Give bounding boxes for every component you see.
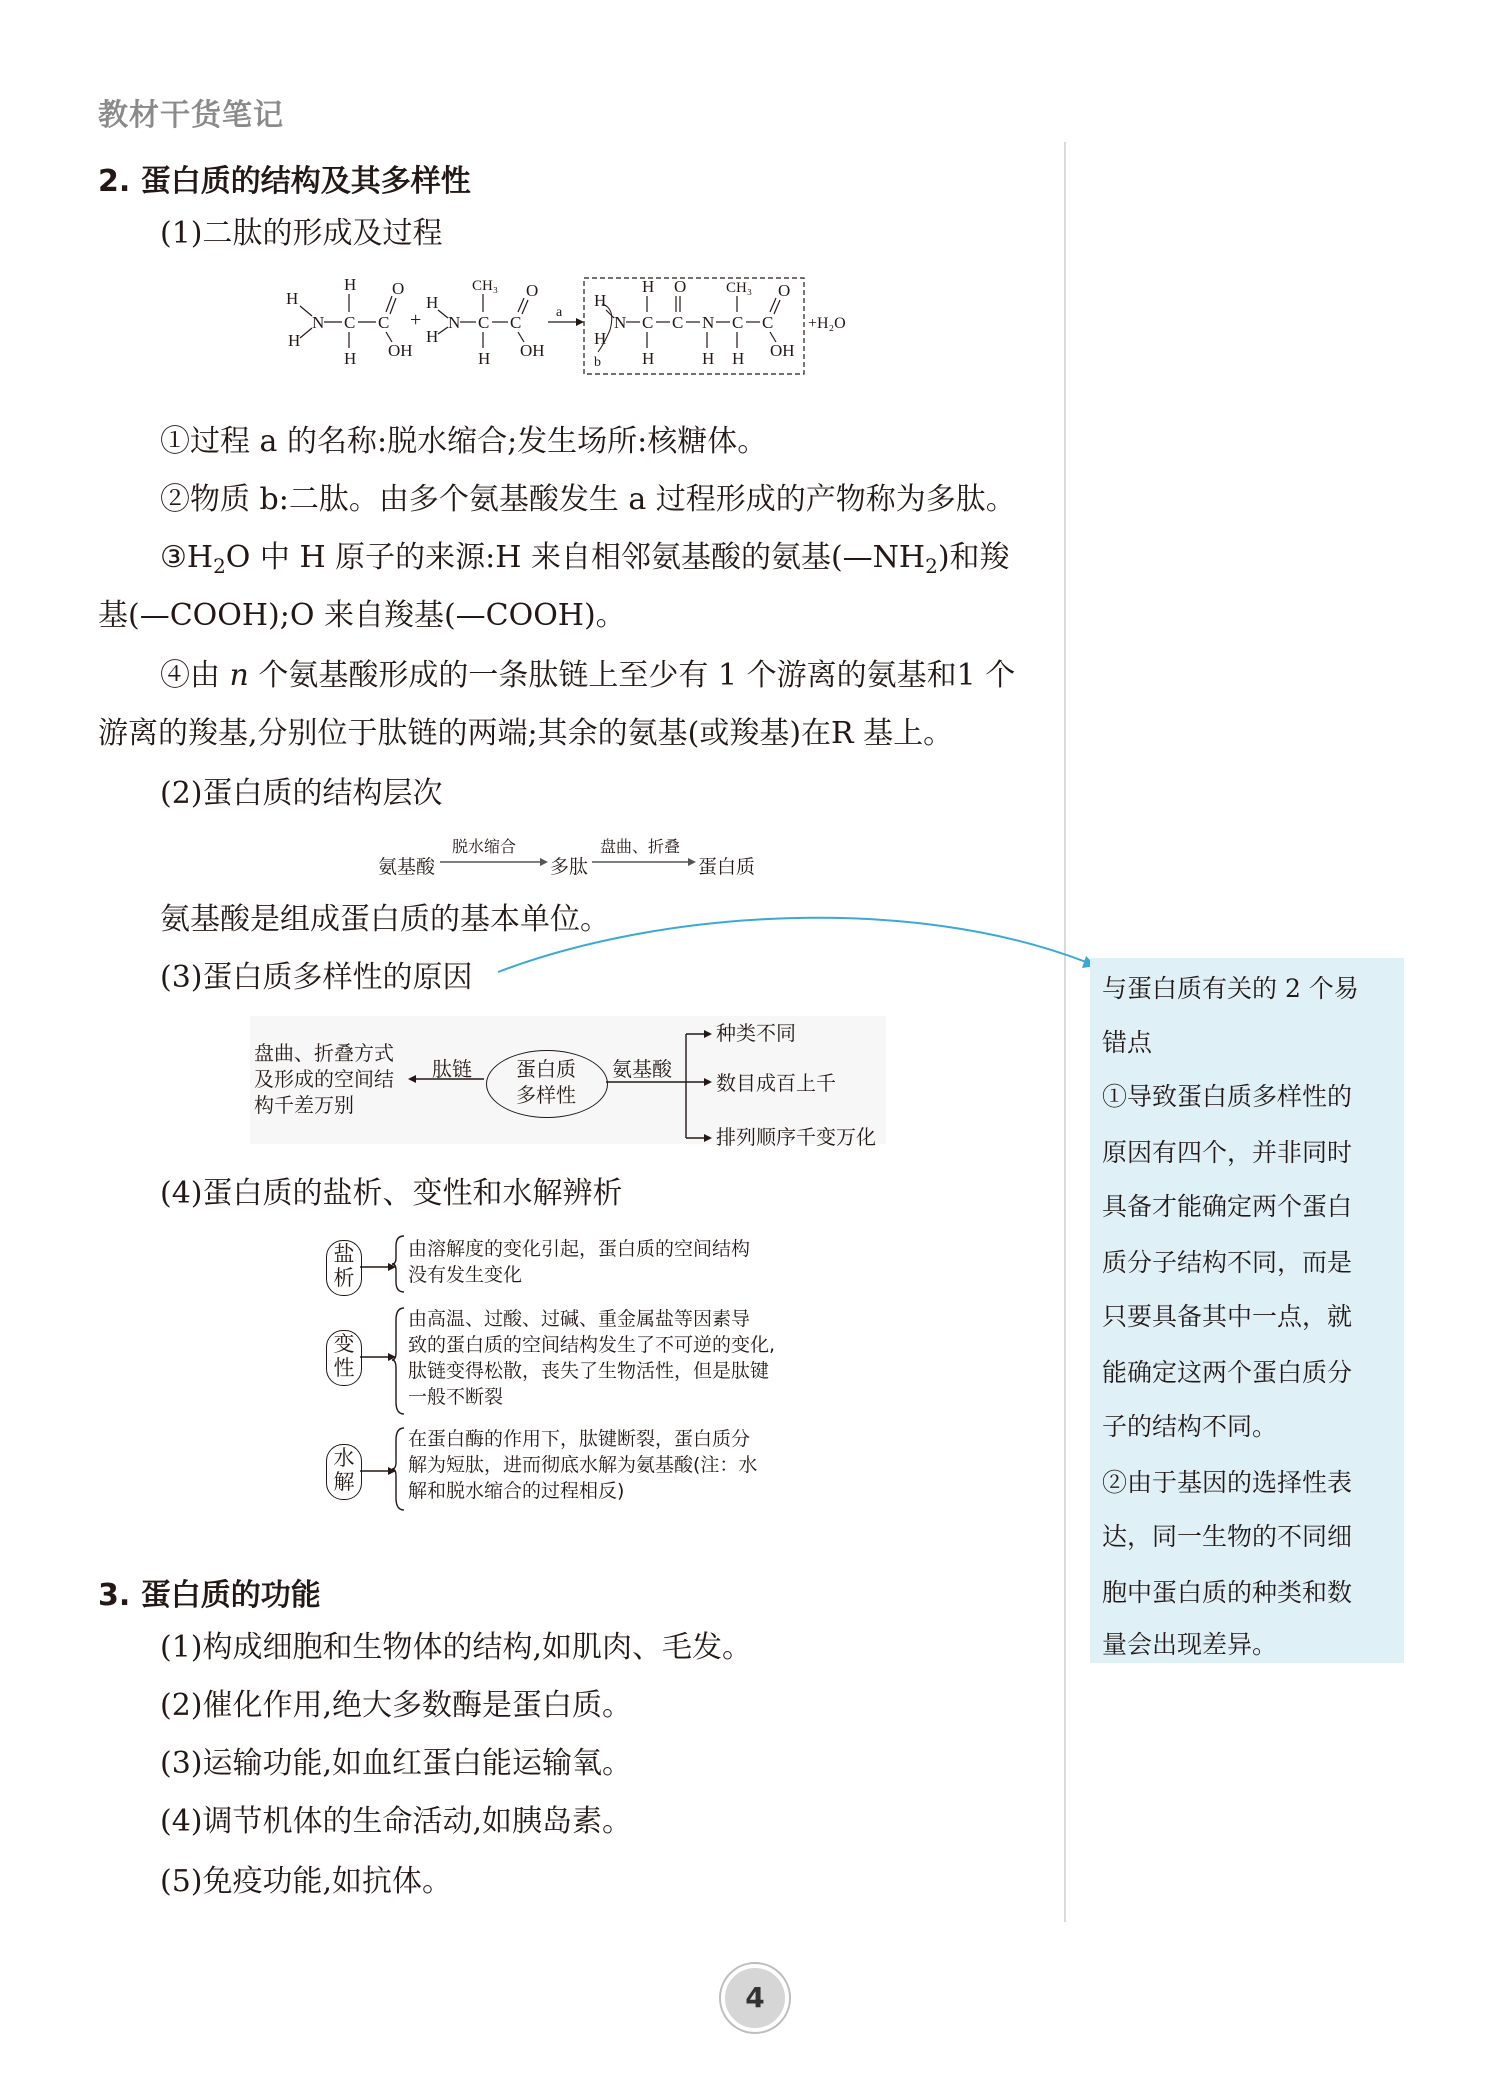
paragraph-h2o-source: $③H_2O$ 中 H 原子的来源:H 来自相邻氨基酸的氨基$(—NH_2)$和羧 <box>160 540 1010 578</box>
cause-order: 排列顺序千变万化 <box>716 1125 876 1149</box>
sidebar-line: ②由于基因的选择性表 <box>1102 1468 1353 1497</box>
sidebar-line: 具备才能确定两个蛋白 <box>1102 1192 1353 1221</box>
h-atom: H <box>288 331 301 350</box>
sidebar-line: 量会出现差异。 <box>1102 1630 1278 1659</box>
subheading-structure-levels: (2)蛋白质的结构层次 <box>160 776 443 811</box>
section-2-number: 2. <box>98 164 131 199</box>
h-atom: H <box>594 291 607 310</box>
oh-group: OH <box>520 341 545 360</box>
sidebar-line: 能确定这两个蛋白质分 <box>1102 1358 1353 1387</box>
paragraph-peptide-chain: ④由 n 个氨基酸形成的一条肽链上至少有 1 个游离的氨基和1 个 <box>160 658 1016 693</box>
sidebar-line: 胞中蛋白质的种类和数 <box>1102 1578 1353 1607</box>
c-atom: C <box>510 313 522 332</box>
arrow-salting-out <box>360 1260 396 1274</box>
h-atom: H <box>702 349 715 368</box>
ch3-group: CH₃ <box>472 278 499 294</box>
o-atom: O <box>392 279 405 298</box>
cause-kind: 种类不同 <box>716 1021 796 1045</box>
h-atom: H <box>344 275 357 294</box>
text-hydrolysis: 在蛋白酶的作用下，肽键断裂，蛋白质分 解为短肽，进而彻底水解为氨基酸(注：水 解和脱水缩合的过程相反) <box>408 1428 758 1502</box>
oh-group: OH <box>388 341 413 360</box>
n-atom: N <box>614 313 627 332</box>
flow-arrow-1 <box>440 856 548 868</box>
function-item: (3)运输功能,如血红蛋白能运输氧。 <box>160 1746 633 1781</box>
h-atom: H <box>478 349 491 368</box>
page-number: 4 <box>721 1964 789 2032</box>
n-atom: N <box>448 313 461 332</box>
flow-label-dehydration: 脱水缩合 <box>452 837 517 856</box>
diversity-center-label: 蛋白质 多样性 <box>516 1057 576 1107</box>
sidebar-line: 达，同一生物的不同细 <box>1102 1522 1353 1551</box>
amino-acid-1 <box>286 275 413 368</box>
section-2-title: 蛋白质的结构及其多样性 <box>140 164 471 199</box>
function-item: (4)调节机体的生命活动,如胰岛素。 <box>160 1804 633 1839</box>
ch3-group: CH₃ <box>726 280 753 296</box>
subheading-diversity-cause: (3)蛋白质多样性的原因 <box>160 960 473 995</box>
column-divider <box>1064 142 1066 1922</box>
c-atom: C <box>642 313 654 332</box>
o-atom: O <box>778 281 791 300</box>
paragraph-h2o-source-line2: 基(—COOH);O 来自羧基(—COOH)。 <box>98 598 626 633</box>
brace-hydrolysis <box>392 1426 406 1512</box>
h-atom: H <box>426 327 439 346</box>
flow-polypeptide: 多肽 <box>550 856 589 878</box>
h-atom: H <box>286 289 299 308</box>
o-atom: O <box>526 281 539 300</box>
label-amino-acid: 氨基酸 <box>612 1057 672 1081</box>
function-item: (5)免疫功能,如抗体。 <box>160 1864 453 1899</box>
c-atom: C <box>344 313 356 332</box>
b-label: b <box>594 355 601 370</box>
function-item: (1)构成细胞和生物体的结构,如肌肉、毛发。 <box>160 1630 753 1665</box>
paragraph-substance-b: ②物质 b:二肽。由多个氨基酸发生 a 过程形成的产物称为多肽。 <box>160 482 1016 517</box>
n-atom: N <box>312 313 325 332</box>
plus-sign: + <box>410 309 422 331</box>
h-atom: H <box>426 293 439 312</box>
arrow-amino-acid-branches <box>606 1024 716 1144</box>
label-salting-out-text: 盐 析 <box>333 1242 355 1290</box>
h-atom: H <box>594 329 607 348</box>
text-salting-out: 由溶解度的变化引起，蛋白质的空间结构 没有发生变化 <box>408 1238 751 1286</box>
sidebar-line: ①导致蛋白质多样性的 <box>1102 1082 1353 1111</box>
sidebar-line: 质分子结构不同，而是 <box>1102 1248 1353 1277</box>
subheading-dipeptide: (1)二肽的形成及过程 <box>160 216 443 251</box>
sidebar-line: 子的结构不同。 <box>1102 1412 1278 1441</box>
brace-salting-out <box>392 1234 406 1294</box>
c-atom: C <box>762 313 774 332</box>
callout-connector-arrow <box>490 900 1100 980</box>
cause-number: 数目成百上千 <box>716 1071 836 1095</box>
section-3-title: 蛋白质的功能 <box>140 1578 321 1613</box>
amino-acid-2 <box>426 278 545 368</box>
sidebar-line: 原因有四个，并非同时 <box>1102 1138 1353 1167</box>
label-hydrolysis-text: 水 解 <box>333 1446 355 1494</box>
sidebar-line: 错点 <box>1102 1028 1153 1057</box>
text-denaturation: 由高温、过酸、过碱、重金属盐等因素导 致的蛋白质的空间结构发生了不可逆的变化, 肽链变得松散，丧失了生物活性，但是肽键 一般不断裂 <box>408 1308 776 1408</box>
h-atom: H <box>642 277 655 296</box>
paragraph-peptide-chain-line2: 游离的羧基,分别位于肽链的两端;其余的氨基(或羧基)在R 基上。 <box>98 716 954 751</box>
arrow-denaturation <box>360 1350 396 1364</box>
dipeptide-product <box>594 277 795 370</box>
label-peptide-chain: 肽链 <box>432 1057 472 1081</box>
flow-amino-acid: 氨基酸 <box>378 856 436 878</box>
dipeptide-formula <box>280 272 880 384</box>
h-atom: H <box>732 349 745 368</box>
c-atom: C <box>672 313 684 332</box>
diversity-result-text: 盘曲、折叠方式 及形成的空间结 构千差万别 <box>254 1041 394 1117</box>
h-atom: H <box>344 349 357 368</box>
sidebar-line: 与蛋白质有关的 2 个易 <box>1102 974 1359 1003</box>
n-atom: N <box>702 313 715 332</box>
c-atom: C <box>732 313 744 332</box>
label-denaturation-text: 变 性 <box>333 1332 355 1380</box>
header-title: 教材干货笔记 <box>98 98 284 133</box>
function-item: (2)催化作用,绝大多数酶是蛋白质。 <box>160 1688 633 1723</box>
flow-label-folding: 盘曲、折叠 <box>600 837 681 856</box>
section-2-heading <box>98 156 471 200</box>
paragraph-basic-unit: 氨基酸是组成蛋白质的基本单位。 <box>160 902 610 937</box>
paragraph-process-a: ①过程 a 的名称:脱水缩合;发生场所:核糖体。 <box>160 424 768 459</box>
section-3-heading <box>98 1570 321 1614</box>
c-atom: C <box>378 313 390 332</box>
water-product: +H₂O <box>808 315 846 332</box>
flow-protein: 蛋白质 <box>698 856 756 878</box>
oh-group: OH <box>770 341 795 360</box>
section-3-number: 3. <box>98 1578 131 1613</box>
o-atom: O <box>674 277 687 296</box>
process-a-label: a <box>556 305 563 320</box>
subheading-salting-denature-hydrolysis: (4)蛋白质的盐析、变性和水解辨析 <box>160 1176 623 1211</box>
sidebar-line: 只要具备其中一点，就 <box>1102 1302 1353 1331</box>
c-atom: C <box>478 313 490 332</box>
arrow-hydrolysis <box>360 1464 396 1478</box>
flow-arrow-2 <box>592 856 696 868</box>
brace-denaturation <box>392 1306 406 1416</box>
h-atom: H <box>642 349 655 368</box>
sidebar-note <box>1090 958 1404 1663</box>
